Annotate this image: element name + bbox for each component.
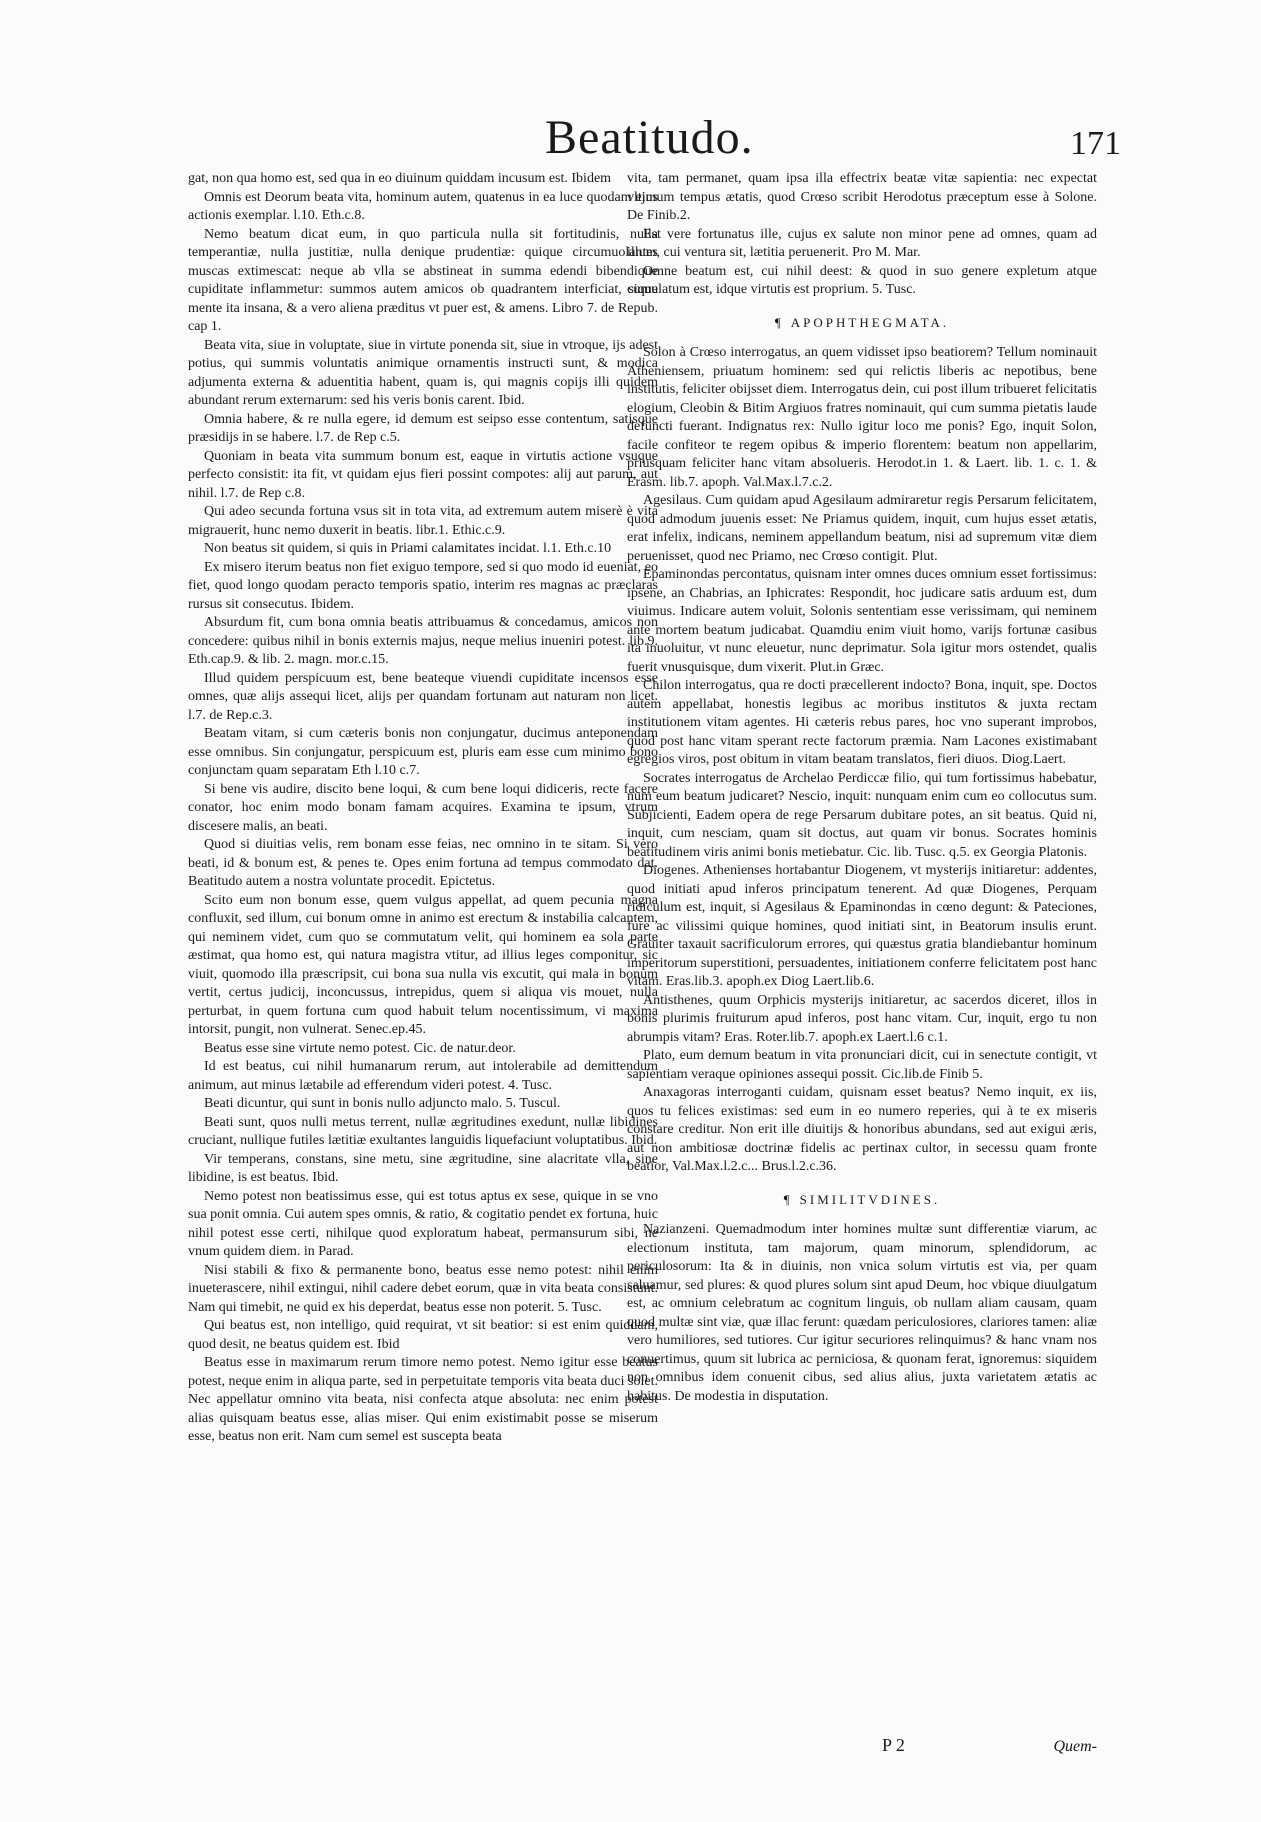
paragraph: Nemo beatum dicat eum, in quo particula nulla sit fortitudinis, nulla temperantiæ, nulla justitiæ, nulla denique prudentiæ: quique circumuolantes muscas extimescat: neque ab vlla se abstineat in summa edendi bibendique cupiditate inflammetur: summos autem amicos ob quadrantem interficiat, sique mente ita insana, & a vero aliena præditus vt puer est, & amens. Libro 7. de Repub. cap 1. <box>188 226 658 334</box>
paragraph: Omnia habere, & re nulla egere, id demum est seipso esse contentum, satisque præsidijs in se habere. l.7. de Rep c.5. <box>188 411 658 445</box>
paragraph: Beata vita, siue in voluptate, siue in virtute ponenda sit, siue in vtroque, ijs adest potius, qui summis voluntatis animique ornamentis instructi sunt, & modica adjumenta externa & aduentitia habent, quam is, qui magnis copijs illi quidem abundant rerum externarum: sed his veris bonis carent. Ibid. <box>188 337 658 408</box>
page-number: 171 <box>1070 125 1121 162</box>
paragraph: Solon à Crœso interrogatus, an quem vidisset ipso beatiorem? Tellum nominauit Atheniensem, priuatum hominem: sed qui relictis liberis ac nepotibus, bene institutis, feliciter obijsset diem. Interrogatus dein, cui post illum tribueret felicitatis elogium, Cleobin & Bitim Argiuos fratres nominauit, qui cum summa pietatis laude defuncti fuerant. Indignatus rex: Nullo igitur loco me ponis? Ego, inquit Solon, facile confiteor te regem opibus & imperio florentem: beatum non appellarim, priusquam feliciter hanc vitam absolueris. Herodot.in 1. & Laert. lib. 1. c. 1. & Erasm. lib.7. apoph. Val.Max.l.7.c.2. <box>627 345 1097 490</box>
page-title: Beatitudo. <box>545 111 754 164</box>
paragraph: Non beatus sit quidem, si quis in Priami calamitates incidat. l.1. Eth.c.10 <box>204 541 612 556</box>
paragraph: Quod si diuitias velis, rem bonam esse feias, nec omnino in te sitam. Si vero beati, id & bonum est, & penes te. Opes enim fortuna ad tempus commodato dat. Beatitudo autem a nostra voluntate procedit. Epictetus. <box>188 837 658 889</box>
paragraph: Epaminondas percontatus, quisnam inter omnes duces omnium esset fortissimus: ipsene, an Chabrias, an Iphicrates: Respondit, hoc judicare satis arduum est, dum viuimus. Indicare autem voluit, Solonis sententiam esse verissimam, qui neminem ante mortem beatum judicabat. Quamdiu enim viuit homo, varijs fortunæ casibus ita inuoluitur, vt nunc eleuetur, nunc deprimatur. Sola igitur mors ostendet, qualis fuerit vnusquisque, dum vixerit. Plut.in Græc. <box>627 567 1097 675</box>
paragraph: Diogenes. Athenienses hortabantur Diogenem, vt mysterijs initiaretur: addentes, quod initiati apud inferos principatum tenerent. Ad quæ Diogenes, Perquam ridiculum est, inquit, si Agesilaus & Epaminondas in cœno degunt: & Pateciones, fure ac vilissimi quique homines, quod initiati sint, in Beatorum insulis erunt. Grauiter taxauit sacrificulorum errores, qui quæstus gratia blandiebantur hominum imperitorum superstitioni, persuadentes, initiationem conferre felicitatem post hanc vitam. Eras.lib.3. apoph.ex Diog Laert.lib.6. <box>627 863 1097 989</box>
paragraph: Chilon interrogatus, qua re docti præcellerent indocto? Bona, inquit, spe. Doctos autem appellabat, honestis legibus ac moribus institutos & juxta rectam institutionem vitam agentes. Hi cæteris rebus pares, hoc vno superant improbos, quod post hanc vitam sperant recte factorum præmia. Nam Lacones existimabant egregios viros, post obitum in vitam beatam translatos, fieri diuos. Diog.Laert. <box>627 678 1097 767</box>
paragraph: Agesilaus. Cum quidam apud Agesilaum admiraretur regis Persarum felicitatem, quod admodum juuenis esset: Ne Priamus quidem, inquit, cum hujus esset ætatis, erat infelix, indicans, neminem appellandum beatum, nisi ad supremum vitæ diem peruenisset, quod nec Priamo, nec Crœso contigit. Plut. <box>627 493 1097 564</box>
left-text-column <box>188 170 658 1770</box>
paragraph: Vir temperans, constans, sine metu, sine ægritudine, sine alacritate vlla, sine libidine, is est beatus. Ibid. <box>188 1151 658 1185</box>
paragraph: Scito eum non bonum esse, quem vulgus appellat, ad quem pecunia magna confluxit, sed illum, cui bonum omne in animo est erectum & instabilia calcantem, qui neminem videt, cum quo se commutatum velit, qui hominem ea sola parte æstimat, qua homo est, qui natura magistra vtitur, ad illius leges componitur, sic viuit, quomodo illa præscripsit, cui bona sua nulla vis excutit, qui mala in bonum vertit, certus judicij, inconcussus, intrepidus, quem si aliqua vis mouet, nulla perturbat, in quem fortuna cum quod habuit telum nocentissimum, vi maxima intorsit, pungit, non vulnerat. Senec.ep.45. <box>188 892 658 1037</box>
paragraph: Beatus esse sine virtute nemo potest. Cic. de natur.deor. <box>204 1040 516 1056</box>
paragraph: Id est beatus, cui nihil humanarum rerum, aut intolerabile ad demittendum animum, aut minus lætabile ad efferendum videri potest. 4. Tusc. <box>188 1059 658 1093</box>
paragraph: vita, tam permanet, quam ipsa illa effectrix beatæ vitæ sapientia: nec expectat vltimum tempus ætatis, quod Crœso scribit Herodotus præceptum esse à Solone. De Finib.2. <box>627 171 1097 223</box>
paragraph: Nemo potest non beatissimus esse, qui est totus aptus ex sese, quique in se vno sua ponit omnia. Cui autem spes omnis, & ratio, & cogitatio pendet ex fortuna, huic nihil potest esse certi, nihilque quod exploratum habeat, permansurum sibi, ne vnum quidem diem. in Parad. <box>188 1188 658 1259</box>
page-footer <box>627 1733 1097 1763</box>
paragraph: Si bene vis audire, discito bene loqui, & cum bene loqui didiceris, recte facere conator, hoc enim modo bonam famam acquires. Examina te ipsum, vtrum discesere malis, an beati. <box>188 781 658 834</box>
paragraph: Beati sunt, quos nulli metus terrent, nullæ ægritudines exedunt, nullæ libidines cruciant, nullique futiles lætitiæ exultantes languidis liquefaciunt voluptatibus. Ibid. <box>188 1114 658 1148</box>
paragraph: Nazianzeni. Quemadmodum inter homines multæ sunt differentiæ viarum, ac electionum instituta, tam majorum, quam minorum, splendidorum, ac periculosorum: Ita & in diuinis, non vnica solum virtutis est via, per quam saluamur, sed plures: & quod plures solum sint apud Deum, hoc vbique diuulgatum est, ac omnium celebratum ac cognitum linguis, ob nullam aliam causam, quam quod multæ sint viæ, quæ illac ferunt: quædam periculosiores, clariores tamen: aliæ vero humiliores, sed tutiores. Cur igitur securiores relinquimus? & hanc vnam nos conuertimus, quum sit lubrica ac perniciosa, & quonam ferat, ignoremus: siquidem non omnibus idem conuenit cibus, sed alius alius, juxta varietatem ætatis ac habitus. De modestia in disputation. <box>627 1222 1097 1404</box>
paragraph: Qui beatus est, non intelligo, quid requirat, vt sit beatior: si est enim quiddam, quod desit, ne beatus quidem est. Ibid <box>188 1318 658 1352</box>
paragraph: Qui adeo secunda fortuna vsus sit in tota vita, ad extremum autem miserè è vita migrauerit, hunc nemo duxerit in beatis. libr.1. Ethic.c.9. <box>188 504 658 538</box>
paragraph: Ex misero iterum beatus non fiet exiguo tempore, sed si quo modo id eueniat, eo fiet, quod longo quodam peracto temporis spatio, interim res magnas ac præclaras rursus sit consecutus. Ibidem. <box>188 559 658 612</box>
pilcrow-icon: ¶ <box>774 314 781 330</box>
paragraph: Omne beatum est, cui nihil deest: & quod in suo genere expletum atque cumulatum est, idque virtutis est proprium. 5. Tusc. <box>627 263 1097 297</box>
paragraph: Quoniam in beata vita summum bonum est, eaque in virtutis actione vsuque perfecto consistit: ita fit, vt quidam ejus fieri possint compotes: alij aut parum, aut nihil. l.7. de Rep c.8. <box>188 448 658 501</box>
paragraph: Est vere fortunatus ille, cujus ex salute non minor pene ad omnes, quam ad illum, cui ventura sit, lætitia peruenerit. Pro M. Mar. <box>627 226 1097 260</box>
section-heading-apophthegmata <box>627 314 1097 333</box>
paragraph: Omnis est Deorum beata vita, hominum autem, quatenus in ea luce quodam ejus actionis exemplar. l.10. Eth.c.8. <box>188 189 658 223</box>
paragraph: Anaxagoras interroganti cuidam, quisnam esset beatus? Nemo inquit, ex iis, quos tu felices existimas: sed eum in eo numero reperies, qui à te ex miseris constare creditur. Non erit ille diuitijs & honoribus abundans, sed aut exigui æris, aut non ambitiosæ doctrinæ fidelis ac pertinax cultor, in secessu quam fronte beatior, Val.Max.l.2.c... Brus.l.2.c.36. <box>627 1085 1097 1174</box>
paragraph: Illud quidem perspicuum est, bene beateque viuendi cupiditate incensos esse omnes, quæ alijs assequi licet, alijs per quandam fortunam aut naturam non licet. l.7. de Rep.c.3. <box>188 670 658 723</box>
pilcrow-icon: ¶ <box>783 1191 790 1207</box>
paragraph: Absurdum fit, cum bona omnia beatis attribuamus & concedamus, amicos non concedere: quibus nihil in bonis externis majus, neque melius inueniri potest. lib.9. Eth.cap.9. & lib. 2. magn. mor.c.15. <box>188 615 658 667</box>
signature-mark: P 2 <box>882 1735 905 1755</box>
catchword: Quem- <box>1053 1738 1097 1755</box>
paragraph: Beatam vitam, si cum cæteris bonis non conjungatur, ducimus anteponendam esse omnibus. Sin conjungatur, perspicuum est, pluris eam esse cum minimo bono conjunctam quam separatam Eth l.10 c.7. <box>188 726 658 778</box>
paragraph: Plato, eum demum beatum in vita pronunciari dicit, cui in senectute contigit, vt sapientiam veraque opiniones assequi possit. Cic.lib.de Finib 5. <box>627 1048 1097 1082</box>
section-heading-label: SIMILITVDINES. <box>799 1191 941 1207</box>
paragraph: Nisi stabili & fixo & permanente bono, beatus esse nemo potest: nihil enim inueterascere, nihil extingui, nihil cadere debet eorum, quæ in vita beata consistunt. Nam qui timebit, ne quid ex his deperdat, beatus esse non poterit. 5. Tusc. <box>188 1262 658 1315</box>
paragraph: Beati dicuntur, qui sunt in bonis nullo adjuncto malo. 5. Tuscul. <box>204 1096 561 1111</box>
section-heading-similitudines <box>627 1191 1097 1210</box>
right-text-column <box>627 170 1097 1770</box>
paragraph: gat, non qua homo est, sed qua in eo diuinum quiddam incusum est. Ibidem <box>188 171 612 186</box>
paragraph: Antisthenes, quum Orphicis mysterijs initiaretur, ac sacerdos diceret, illos in bonis plurimis fruiturum apud inferos, post hanc vitam. Cur, inquit, ergo tu non abrumpis vitam? Eras. Roter.lib.7. apoph.ex Laert.l.6 c.1. <box>627 992 1097 1045</box>
paragraph: Beatus esse in maximarum rerum timore nemo potest. Nemo igitur esse beatus potest, neque enim in aliqua parte, sed in perpetuitate temporis vita beata duci solet. Nec appellatur omnino vita beata, nisi confecta atque absoluta: nec enim potest alias quisquam beatus esse, alias miser. Qui enim existimabit posse se miserum esse, beatus non erit. Nam cum semel est suscepta beata <box>188 1355 658 1444</box>
section-heading-label: APOPHTHEGMATA. <box>790 314 950 330</box>
paragraph: Socrates interrogatus de Archelao Perdiccæ filio, qui tum fortissimus habebatur, num eum beatum judicaret? Nescio, inquit: nunquam enim cum eo collocutus sum. Subjicienti, Eadem opera de rege Persarum dubitare potes, an sit beatus. Quid ni, inquit, cum nesciam, quam sit doctus, aut quam vir bonus. Socrates hominis beatitudinem viris animi bonis metiebatur. Cic. lib. Tusc. q.5. ex Georgia Platonis. <box>627 770 1097 860</box>
